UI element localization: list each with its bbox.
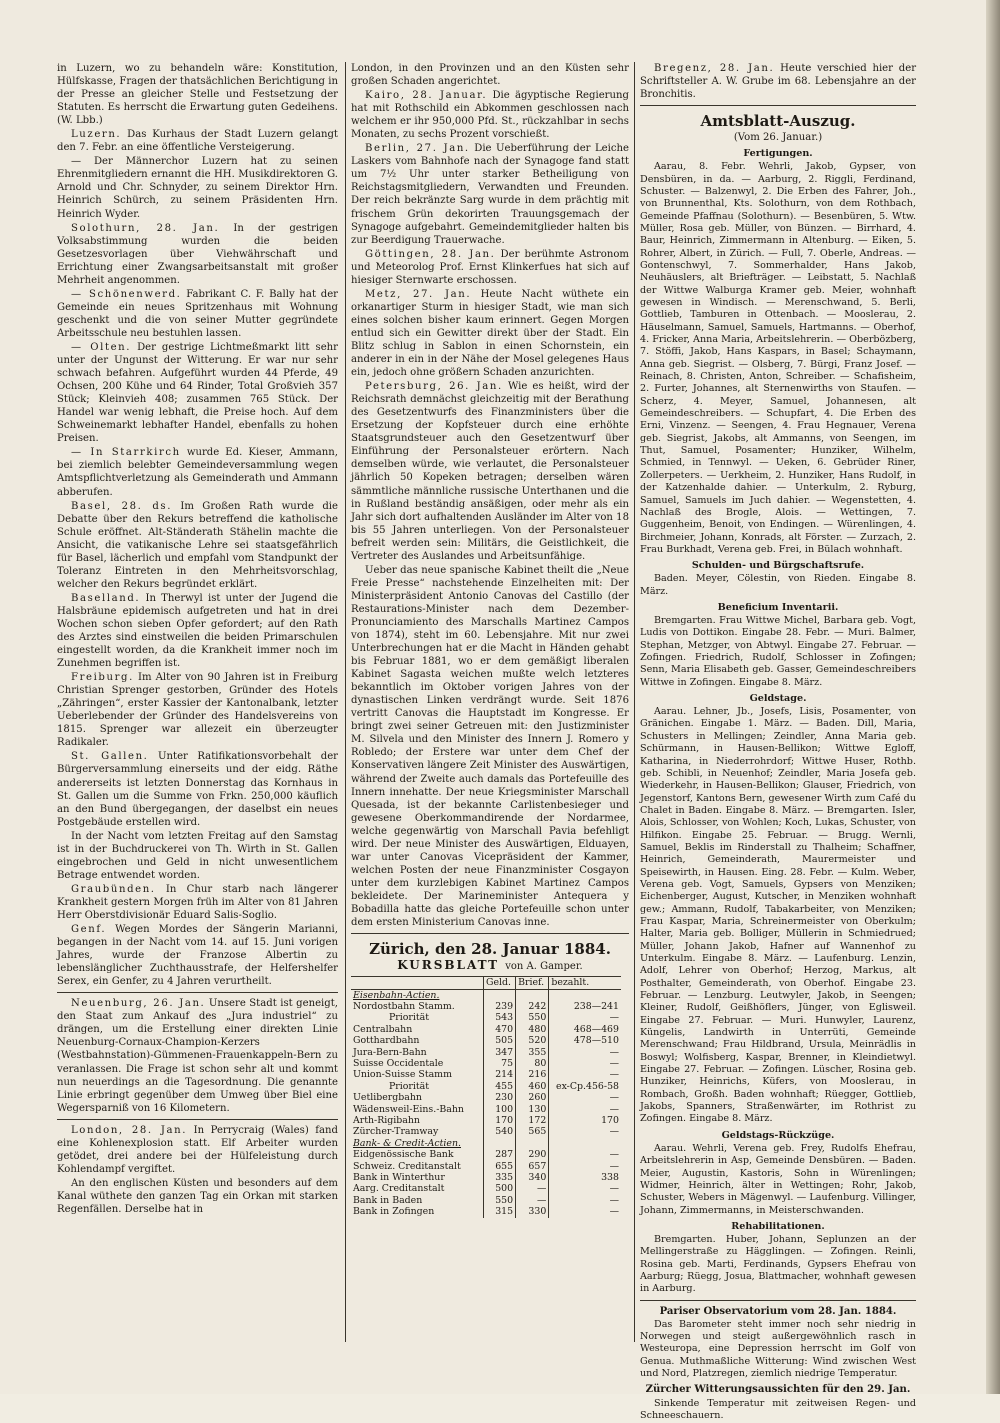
separator (57, 992, 338, 993)
table-cell: 657 (516, 1161, 549, 1172)
column-2 (351, 62, 629, 1218)
table-cell (549, 989, 621, 1001)
article: — Olten. Der gestrige Lichtmeßmarkt litt sehr unter der Ungunst der Witterung. Er war nur sehr schwach befahren. Aufgeführt wurden 44 Pferde, 49 Ochsen, 200 Kühe und 64 Rinder, Total Großvieh 357 Stück; Kleinvieh 408; zusammen 765 Stück. Der Handel war wenig lebhaft, die Preise hoch. Auf dem Schweinemarkt lebhafter Handel, ebenfalls zu hohen Preisen. (57, 341, 338, 445)
kursblatt-subtitle: KURSBLATT von A. Gamper. (397, 958, 583, 973)
separator (640, 1300, 916, 1301)
table-cell: — (516, 1195, 549, 1206)
subsection-title: Rehabilitationen. (731, 1220, 825, 1232)
article-text: Baden. Meyer, Cölestin, von Rieden. Eingabe 8. März. (640, 573, 916, 597)
column-3 (640, 62, 916, 1423)
table-row (351, 1172, 621, 1183)
table-cell: Priorität (389, 1080, 430, 1092)
table-cell: Centralbahn (353, 1023, 413, 1035)
column-header (351, 977, 484, 989)
table-row (351, 1012, 621, 1023)
table-cell: 330 (516, 1206, 549, 1217)
article-text: Aarau, 8. Febr. Wehrli, Jakob, Gypser, von Densbüren, in da. — Aarburg, 2. Riggli, Ferdinand, Schuster. — Balzenwyl, 2. Die Erben des Fahrer, Joh., von Brunnenthal, Kts. Solothurn, von dem Rothbach, Gemeinde Pfaffnau (Solothurn). — Besenbüren, 5. Wtw. Müller, Rosa geb. Müller, von Bünzen. — Birrhard, 4. Baur, Heinrich, Zimmermann in Altenburg. — Eiken, 5. Rohrer, Albert, in Zürich. — Full, 7. Oberle, Andreas. — Gontenschwyl, 7. Sommerhalder, Hans Jakob, Neuhäuslers, alt Briefträger. — Leibstatt, 5. Nachlaß der Wittwe Walburga Kramer geb. Meier, wohnhaft gewesen in Windisch. — Merenschwand, 5. Berli, Gottlieb, Tamburen in Ottenbach. — Mooslerau, 2. Häuselmann, Samuel, Samuels, Hartmanns. — Oberhof, 4. Fricker, Anna Maria, Arbeitslehrerin. — Oberbözberg, 7. Stöffi, Jakob, Hans Kaspars, in Basel; Schaymann, Anna geb. Siegrist. — Olsberg, 7. Bürgi, Franz Josef. — Reinach, 8. Christen, Anton, Schreiber. — Schafisheim, 2. Furter, Johannes, alt Sternenwirths von Staufen. — Scherz, 4. Meyer, Samuel, Johannesen, alt Gemeindeschreibers. — Schupfart, 4. Die Erben des Erni, Vinzenz. — Seengen, 4. Frau Hegnauer, Verena geb. Siegrist, Jakobs, alt Ammanns, von Seengen, im Thut, Samuel, Posamenter; Hunziker, Wilhelm, Schmied, in Tennwyl. — Ueken, 6. Gebrüder Riner, Zollerpeters. — Uerkheim, 2. Hunziker, Hans Rudolf, in der Katzenhalde dahier. — Unterkulm, 2. Ryburg, Samuel, Samuels im Juch dahier. — Wegenstetten, 4. Nachlaß des Brogle, Alois. — Wettingen, 7. Guggenheim, Benoit, von Endingen. — Würenlingen, 4. Birchmeier, Johann, Konrads, alt Förster. — Zurzach, 2. Frau Burkhadt, Verena geb. Frei, in Bülach wohnhaft. (640, 161, 916, 555)
column-1 (57, 62, 338, 1217)
subsection-title: Beneficium Inventarii. (717, 601, 839, 613)
table-cell: Suisse Occidentale (353, 1057, 444, 1069)
table-cell: 130 (516, 1104, 549, 1115)
table-cell: Zürcher-Tramway (353, 1126, 439, 1138)
table-cell: 550 (516, 1012, 549, 1023)
article: Kairo, 28. Januar. Die ägyptische Regierung hat mit Rothschild ein Abkommen geschlossen nach welchem er ihr 950,000 Pfd. St., rückzahlbar in sechs Monaten, zu sechs Prozent vorschießt. (351, 90, 629, 141)
table-cell: 239 (484, 1001, 516, 1012)
table-row (351, 1001, 621, 1012)
article: — Schönenwerd. Fabrikant C. F. Bally hat der Gemeinde ein neues Spritzenhaus mit Wohnung geschenkt und die von seiner Mutter gegründete Arbeitsschule neu bestuhlen lassen. (57, 288, 338, 339)
table-cell: Schweiz. Creditanstalt (353, 1160, 461, 1172)
table-row (351, 1206, 621, 1217)
table-row (351, 989, 621, 1001)
table-row (351, 1161, 621, 1172)
article: Baselland. In Therwyl ist unter der Jugend die Halsbräune epidemisch aufgetreten und hat in drei Wochen schon sieben Opfer gefordert; auf den Rath des Arztes sind einstweilen die beiden Primarschulen eingestellt worden, da die Krankheit immer noch im Zunehmen begriffen ist. (57, 592, 338, 670)
article: Graubünden. In Chur starb nach längerer Krankheit gestern Morgen früh im Alter von 81 Jahren Herr Oberstdivisionär Eduard Salis-Soglio. (57, 883, 338, 921)
table-cell: — (549, 1149, 621, 1160)
table-cell: 543 (484, 1012, 516, 1023)
table-cell: 260 (516, 1092, 549, 1103)
article: Freiburg. Im Alter von 90 Jahren ist in Freiburg Christian Sprenger gestorben, Gründer des Hotels „Zähringen“, erster Kassier der Kantonalbank, letzter Ueberlebender der Gründer des Handelsvereins von 1815. Sprenger war allezeit ein überzeugter Radikaler. (57, 672, 338, 749)
table-cell: 470 (484, 1024, 516, 1035)
table-cell: 355 (516, 1047, 549, 1058)
table-cell: — (549, 1104, 621, 1115)
table-cell: — (549, 1047, 621, 1058)
page-edge (986, 0, 1000, 1394)
table-cell (484, 989, 516, 1001)
table-cell: 290 (516, 1149, 549, 1160)
column-header: Geld. (484, 977, 516, 989)
subsection-title: Pariser Observatorium vom 28. Jan. 1884. (659, 1305, 897, 1317)
table-cell: Priorität (389, 1012, 430, 1024)
table-cell: 340 (516, 1172, 549, 1183)
table-cell: 80 (516, 1058, 549, 1069)
table-cell: 655 (484, 1161, 516, 1172)
table-cell: Bank in Baden (353, 1194, 423, 1206)
table-cell: Bank- & Credit-Actien. (353, 1137, 461, 1149)
article: Genf. Wegen Mordes der Sängerin Marianni, begangen in der Nacht vom 14. auf 15. Juni vorigen Jahres, wurde der Franzose Albertin zu lebenslänglicher Zuchthausstrafe, der Helfershelfer Serex, ein Genfer, zu 4 Jahren verurtheilt. (57, 924, 338, 988)
table-cell: — (549, 1012, 621, 1023)
article: Solothurn, 28. Jan. In der gestrigen Volksabstimmung wurden die beiden Gesetzesvorlagen über Viehwährschaft und Errichtung einer Zwangsarbeitsanstalt mit großer Mehrheit angenommen. (57, 222, 338, 286)
article: Göttingen, 28. Jan. Der berühmte Astronom und Meteorolog Prof. Ernst Klinkerfues hat sich auf hiesiger Sternwarte erschossen. (351, 248, 629, 286)
table-cell: 242 (516, 1001, 549, 1012)
article-text: — Der Männerchor Luzern hat zu seinen Ehrenmitgliedern ernannt die HH. Musikdirektoren G. Arnold und Chr. Schnyder, zu seinem Direktor Hrn. Heinrich Schürch, zu seinem Präsidenten Hrn. Heinrich Wyder. (57, 156, 338, 220)
table-cell: 230 (484, 1092, 516, 1103)
table-cell: Wädensweil-Eins.-Bahn (353, 1103, 464, 1115)
table-cell: 565 (516, 1126, 549, 1137)
table-cell: 338 (549, 1172, 621, 1183)
table-cell: — (549, 1161, 621, 1172)
table-row (351, 1126, 621, 1137)
table-row (351, 1104, 621, 1115)
subsection-title: Geldstage. (749, 693, 807, 705)
table-cell: 520 (516, 1035, 549, 1046)
separator (640, 105, 916, 106)
table-cell: Arth-Rigibahn (353, 1114, 420, 1126)
separator (57, 1119, 338, 1120)
article: St. Gallen. Unter Ratifikationsvorbehalt der Bürgerversammlung einerseits und der eidg. Räthe andererseits ist letzten Donnerstag das Kornhaus in St. Gallen um die Summe von Frkn. 250,000 käuflich an den Bund übergegangen, der daselbst ein neues Postgebäude erstellen wird. (57, 751, 338, 828)
table-cell (484, 1138, 516, 1149)
article-text: Ueber das neue spanische Kabinet theilt die „Neue Freie Presse“ nachstehende Einzelheiten mit: Der Ministerpräsident Antonio Canovas del Castillo (der Restaurations-Minister nach dem Dezember-Pronunciamiento des Marschalls Martinez Campos von 1874), steht im 60. Lebensjahre. Mit nur zwei Unterbrechungen hat er die Macht in Händen gehabt bis Februar 1881, wo er dem gemäßigt liberalen Kabinet Sagasta weichen mußte welch letzteres bekanntlich im Oktober vorigen Jahres von der dynastischen Linken verdrängt wurde. Seit 1876 vertritt Canovas die Hauptstadt im Kongresse. Er bringt zwei seiner Getreuen mit: den Justizminister M. Silvela und den Minister des Innern J. Romero y Robledo; der Erstere war unter dem Chef der Konservativen längere Zeit Minister des Auswärtigen, während der Zweite auch damals das Portefeuille des Innern innehatte. Der neue Kriegsminister Marschall Quesada, ist der bekannte Carlistenbesieger und gewesene Oberkommandirende der Nordarmee, welche gegenwärtig von Marschall Pavia befehligt wird. Der neue Minister des Auswärtigen, Elduayen, war unter Canovas Vicepräsident der Kammer, welchen Posten der neue Finanzminister Cosgayon unter dem kurzlebigen Kabinet Martinez Campos bekleidete. Der Marineminister Antequera y Bobadilla hatte das gleiche Portefeuille schon unter dem ersten Ministerium Canovas inne. (351, 564, 629, 929)
table-cell: Aarg. Creditanstalt (353, 1183, 445, 1195)
article: Neuenburg, 26. Jan. Unsere Stadt ist geneigt, den Staat zum Ankauf des „Jura industriel“ zu drängen, um die Erstellung einer direkten Linie Neuenburg-Cornaux-Champion-Kerzers (Westbahnstation)-Gümmenen-Frauenkappeln-Bern zu veranlassen. Die Frage ist schon sehr alt und kommt nun neuerdings an die Tagesordnung. Die genannte Linie erbringt gegenüber dem Umweg über Biel eine Wegersparniß von 16 Kilometern. (57, 998, 338, 1114)
table-cell: 468—469 (549, 1024, 621, 1035)
table-cell: Jura-Bern-Bahn (353, 1046, 427, 1058)
table-cell: — (549, 1058, 621, 1069)
article-text: Sinkende Temperatur mit zeitweisen Regen- und Schneeschauern. (640, 1397, 916, 1421)
article: Bregenz, 28. Jan. Heute verschied hier der Schriftsteller A. W. Grube im 68. Lebensjahre an der Bronchitis. (640, 63, 917, 101)
table-row (351, 1024, 621, 1035)
article: Luzern. Das Kurhaus der Stadt Luzern gelangt den 7. Febr. an eine öffentliche Versteigerung. (57, 129, 338, 154)
table-cell: 100 (484, 1104, 516, 1115)
table-cell: — (549, 1069, 621, 1080)
table-cell: — (549, 1126, 621, 1137)
table-cell: Nordostbahn Stamm. (353, 1000, 455, 1012)
column-rule (634, 62, 635, 1342)
table-cell: 505 (484, 1035, 516, 1046)
table-cell: Bank in Zofingen (353, 1206, 435, 1218)
article-text: Bremgarten. Frau Wittwe Michel, Barbara geb. Vogt, Ludis von Dottikon. Eingabe 28. Febr. — Muri. Balmer, Stephan, Metzger, von Abtwyl. Eingabe 27. Februar. — Zofingen. Friedrich, Rudolf, Schlosser in Zofingen; Senn, Maria Elisabeth geb. Gasser, Gemeindeschreibers Wittwe in Zofingen. Eingabe 8. März. (640, 615, 916, 688)
article-text: in Luzern, wo zu behandeln wäre: Konstitution, Hülfskasse, Fragen der thatsächlichen Berichtigung in der Presse an gleicher Stelle und Festsetzung der Statuten. Es herrscht die Erwartung guten Gedeihens. (W. Lbb.) (57, 63, 338, 127)
article: London, 28. Jan. In Perrycraig (Wales) fand eine Kohlenexplosion statt. Elf Arbeiter wurden getödet, drei andere bei der Hülfeleistung durch Kohlendampf vergiftet. (57, 1124, 339, 1175)
column-header: Brief. (516, 977, 549, 989)
separator (351, 933, 629, 934)
article: Berlin, 27. Jan. Die Ueberführung der Leiche Laskers vom Bahnhofe nach der Synagoge fand statt um 7½ Uhr unter starker Betheiligung von Reichstagsmitgliedern, Verwandten und Freunden. Der reich bekränzte Sarg wurde in dem prächtig mit frischem Grün dekorirten Trauungsgemach der Synagoge aufgebahrt. Gemeindemitglieder halten bis zur Beerdigung Trauerwache. (351, 143, 629, 246)
table-cell: 75 (484, 1058, 516, 1069)
article-text: Das Barometer steht immer noch sehr niedrig in Norwegen und steigt außergewöhnlich rasch in Westeuropa, eine Depression herrscht im Golf von Genua. Muthmaßliche Witterung: Wind zwischen West und Nord, Platzregen, ziemlich niedrige Temperatur. (640, 1318, 916, 1380)
table-row (351, 1035, 621, 1046)
section-date: (Vom 26. Januar.) (733, 132, 823, 144)
subsection-title: Geldstags-Rückzüge. (721, 1129, 835, 1141)
table-row (351, 1183, 621, 1194)
table-cell: 214 (484, 1069, 516, 1080)
table-cell (516, 1138, 549, 1149)
article-text: An den englischen Küsten und besonders auf dem Kanal wüthete den ganzen Tag ein Orkan mit starken Regenfällen. Derselbe hat in (57, 1177, 338, 1215)
table-cell: — (549, 1092, 621, 1103)
article-text: London, in den Provinzen und an den Küsten sehr großen Schaden angerichtet. (351, 63, 629, 88)
table-cell: 478—510 (549, 1035, 621, 1046)
table-cell: Union-Suisse Stamm (353, 1069, 452, 1081)
subsection-title: Fertigungen. (743, 148, 813, 160)
kursblatt-table (351, 976, 621, 1218)
kursblatt-title: Zürich, den 28. Januar 1884. (369, 940, 611, 959)
subsection-title: Schulden- und Bürgschaftsrufe. (691, 560, 865, 572)
table-row (351, 1149, 621, 1160)
article-text: Aarau. Wehrli, Verena geb. Frey, Rudolfs Ehefrau, Arbeitslehrerin in Asp, Gemeinde Densbüren. — Baden. Meier, Augustin, Kastoris, Sohn in Würenlingen; Widmer, Heinrich, älter in Wettingen; Rohr, Jakob, Schuster, Webers in Mägenwyl. — Laufenburg. Villinger, Johann, Zimmermanns, in Meisterschwanden. (640, 1142, 916, 1216)
table-row (351, 1069, 621, 1080)
table-cell: 315 (484, 1206, 516, 1217)
column-rule (345, 62, 346, 1342)
table-cell: Eisenbahn-Actien. (353, 989, 440, 1001)
table-cell: Gotthardbahn (353, 1035, 420, 1047)
table-cell: Bank in Winterthur (353, 1172, 445, 1183)
table-cell (549, 1138, 621, 1149)
table-cell: 170 (484, 1115, 516, 1126)
table-cell: Uetlibergbahn (353, 1092, 422, 1104)
table-cell: 347 (484, 1047, 516, 1058)
article-text: Bremgarten. Huber, Johann, Seplunzen an der Mellingerstraße zu Hägglingen. — Zofingen. Reinli, Rosina geb. Marti, Ferdinands, Gypsers Ehefrau von Aarburg; Rüegg, Josua, Blattmacher, wohnhaft gewesen in Aarburg. (640, 1233, 916, 1295)
table-cell: — (549, 1195, 621, 1206)
table-cell: 216 (516, 1069, 549, 1080)
table-row (351, 1138, 621, 1149)
subsection-title: Zürcher Witterungsaussichten für den 29. Jan. (645, 1384, 911, 1396)
table-header-row (351, 977, 621, 989)
table-cell: 480 (516, 1024, 549, 1035)
table-cell: 238—241 (549, 1001, 621, 1012)
table-row (351, 1081, 621, 1092)
table-cell: ex-Cp.456-58 (549, 1081, 621, 1092)
table-cell: 170 (549, 1115, 621, 1126)
table-row (351, 1058, 621, 1069)
table-cell: 550 (484, 1195, 516, 1206)
table-cell: Eidgenössische Bank (353, 1149, 454, 1161)
table-cell (516, 989, 549, 1001)
table-row (351, 1195, 621, 1206)
table-row (351, 1092, 621, 1103)
column-header: bezahlt. (549, 977, 621, 989)
table-cell: 335 (484, 1172, 516, 1183)
table-cell: 455 (484, 1081, 516, 1092)
table-row (351, 1047, 621, 1058)
table-cell: — (549, 1206, 621, 1217)
article: — In Starrkirch wurde Ed. Kieser, Ammann, bei ziemlich belebter Gemeindeversammlung wegen Amtspflichtverletzung als Gemeinderath und Ammann abberufen. (57, 447, 338, 498)
article-text: Aarau. Lehner, Jb., Josefs, Lisis, Posamenter, von Gränichen. Eingabe 1. März. — Baden. Dill, Maria, Schusters in Mellingen; Zeindler, Anna Maria geb. Schürmann, in Hausen-Bellikon; Wittwe Egloff, Katharina, in Niederrohrdorf; Wittwe Huser, Rothb. geb. Schibli, in Neuenhof; Zeindler, Maria Josefa geb. Wiederkehr, in Hausen-Bellikon; Glauser, Friedrich, von Jegenstorf, Kantons Bern, gewesener Wirth zum Café du Chalet in Baden. Eingabe 8. März. — Bremgarten. Isler, Alois, Schlosser, von Wohlen; Koch, Lukas, Schuster, von Hilfikon. Eingabe 25. Februar. — Brugg. Wernli, Samuel, Beklis im Rinderstall zu Thalheim; Schaffner, Heinrich, Gemeinderath, Maurermeister und Speisewirth, in Hausen. Eing. 28. Febr. — Kulm. Weber, Verena geb. Vogt, Samuels, Gypsers von Menziken; Eichenberger, August, Kutscher, in Menziken wohnhaft gew.; Ammann, Rudolf, Tabakarbeiter, von Menziken; Frau Kaspar, Maria, Schreinermeister von Oberkulm; Halter, Maria geb. Bolliger, Müllerin in Schmiedrued; Müller, Johann Jakob, Hafner auf Wannenhof zu Unterkulm. Eingabe 8. März. — Laufenburg. Lenzin, Adolf, Lehrer von Oberhof; Herzog, Markus, alt Posthalter, Gemeinderath, von Oberhof. Eingabe 23. Februar. — Lenzburg. Leutwyler, Jakob, in Seengen; Kleiner, Rudolf, Geißhöflers, Jünger, von Eglisweil. Eingabe 27. Februar. — Muri. Hunwyler, Laurenz, Küngelis, Landwirth in Unterrüti, Gemeinde Merenschwand; Frau Hildbrand, Ursula, Meinrädlis in Boswyl; Wolfisberg, Kaspar, Brenner, in Kleindietwyl. Eingabe 27. Februar. — Zofingen. Lüscher, Rosina geb. Hunziker, Heinrichs, Küfers, von Mooslerau, in Rombach, Großh. Baden wohnhaft; Rüegger, Gottlieb, Jakobs, Spanners, Straßenwärter, im Rothrist zu Zofingen. Eingabe 8. März. (640, 706, 916, 1125)
table-cell: — (549, 1183, 621, 1194)
table-cell: 172 (516, 1115, 549, 1126)
table-cell: 460 (516, 1081, 549, 1092)
kursblatt (351, 940, 629, 1218)
table-row (351, 1115, 621, 1126)
article: Metz, 27. Jan. Heute Nacht wüthete ein orkanartiger Sturm in hiesiger Stadt, wie man sich eines solchen bisher kaum erinnert. Gegen Morgen entlud sich ein Gewitter direkt über der Stadt. Ein Blitz schlug in Sablon in einen Schornstein, ein anderer in ein in der Nähe der Mosel gelegenes Haus ein, jedoch ohne größern Schaden anzurichten. (351, 288, 629, 379)
table-cell: 287 (484, 1149, 516, 1160)
article-text: In der Nacht vom letzten Freitag auf den Samstag ist in der Buchdruckerei von Th. Wirth in St. Gallen eingebrochen und Geld in nicht unwesentlichem Betrage entwendet worden. (57, 830, 338, 881)
section-title: Amtsblatt-Auszug. (700, 112, 856, 131)
table-cell: 500 (484, 1183, 516, 1194)
table-cell: — (516, 1183, 549, 1194)
table-cell: 540 (484, 1126, 516, 1137)
article: Petersburg, 26. Jan. Wie es heißt, wird der Reichsrath demnächst gleichzeitig mit der Berathung des Gesetzentwurfs des Finanzministers über die Ersetzung der Kopfsteuer durch eine erhöhte Staatsgrundsteuer auch den Gesetzentwurf über Einführung der Personalsteuer erörtern. Nach demselben würde, wie verlautet, die Personalsteuer jährlich 50 Kopeken betragen; derselben wären sämmtliche männliche russische Unterthanen und die in Rußland beständig ansäßigen, oder mehr als ein Jahr sich dort aufhaltenden Ausländer im Alter von 18 bis 55 Jahren unterliegen. Von der Personalsteuer befreit werden sein: Militärs, die Geistlichkeit, die Vertreter des Auslandes und Arbeitsunfähige. (351, 381, 630, 562)
article: Basel, 28. ds. Im Großen Rath wurde die Debatte über den Rekurs betreffend die katholische Schule eröffnet. Alt-Ständerath Stähelin machte die Ansicht, die vatikanische Lehre sei staatsgefährlich für Basel, lächerlich und empfahl vom Standpunkt der Toleranz Eintreten in den Mehrheitsvorschlag, welcher den Rekurs begründet erklärt. (57, 500, 338, 590)
